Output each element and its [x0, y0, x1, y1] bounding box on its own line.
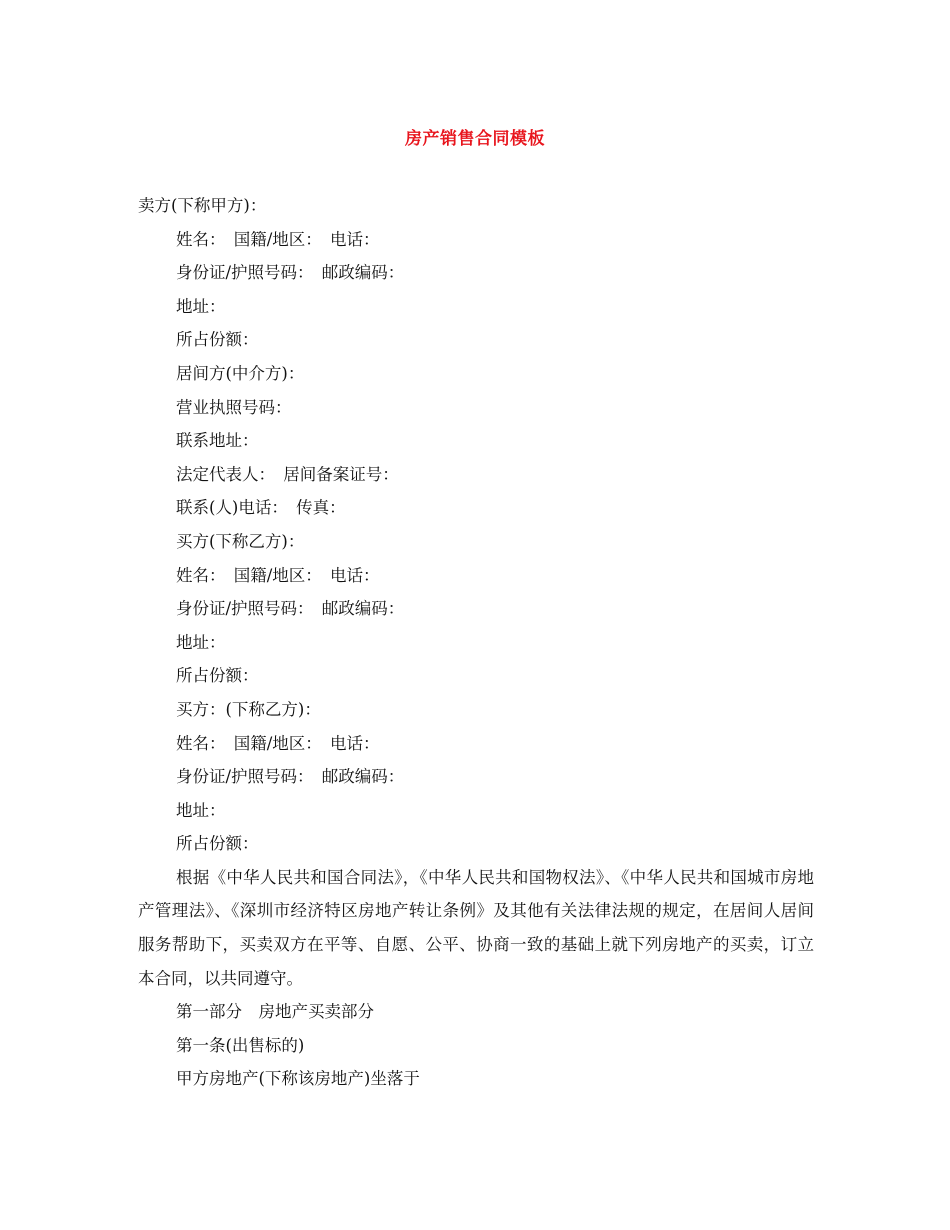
- buyer2-heading: 买方：(下称乙方)：: [176, 699, 321, 719]
- seller-heading: 卖方(下称甲方)：: [138, 196, 267, 215]
- seller-id-line: 身份证/护照号码： 邮政编码：: [176, 263, 405, 283]
- legal-basis-paragraph: 根据《中华人民共和国合同法》，《中华人民共和国物权法》、《中华人民共和国城市房地产管理法》、《深圳市经济特区房地产转让条例》及其他有关法律法规的规定，在居间人居间服务帮助下，买卖双方在平等、自愿、公平、协商一致的基础上就下列房地产的买卖，订立本合同，以共同遵守。: [138, 867, 814, 988]
- buyer2-id-line: 身份证/护照号码： 邮政编码：: [176, 767, 405, 787]
- agent-heading: 居间方(中介方)：: [176, 363, 305, 383]
- agent-phone-line: 联系(人)电话： 传真：: [176, 498, 346, 518]
- buyer-share-line: 所占份额：: [176, 666, 259, 686]
- buyer2-name-line: 姓名： 国籍/地区： 电话：: [176, 733, 380, 753]
- article-one-heading: 第一条(出售标的): [176, 1035, 305, 1055]
- buyer2-address-line: 地址：: [176, 800, 226, 820]
- buyer-id-line: 身份证/护照号码： 邮政编码：: [176, 599, 405, 619]
- buyer2-share-line: 所占份额：: [176, 834, 259, 854]
- seller-address-line: 地址：: [176, 296, 226, 316]
- buyer-address-line: 地址：: [176, 632, 226, 652]
- agent-representative-line: 法定代表人： 居间备案证号：: [176, 464, 399, 484]
- document-title: 房产销售合同模板: [405, 129, 545, 149]
- seller-share-line: 所占份额：: [176, 330, 259, 350]
- property-location-line: 甲方房地产(下称该房地产)坐落于: [176, 1069, 420, 1089]
- agent-address-line: 联系地址：: [176, 431, 259, 451]
- buyer-heading: 买方(下称乙方)：: [176, 531, 305, 551]
- agent-license-line: 营业执照号码：: [176, 397, 292, 417]
- document-body: [138, 189, 814, 1096]
- part-one-heading: 第一部分 房地产买卖部分: [176, 1002, 374, 1022]
- buyer-name-line: 姓名： 国籍/地区： 电话：: [176, 565, 380, 585]
- seller-name-line: 姓名： 国籍/地区： 电话：: [176, 229, 380, 249]
